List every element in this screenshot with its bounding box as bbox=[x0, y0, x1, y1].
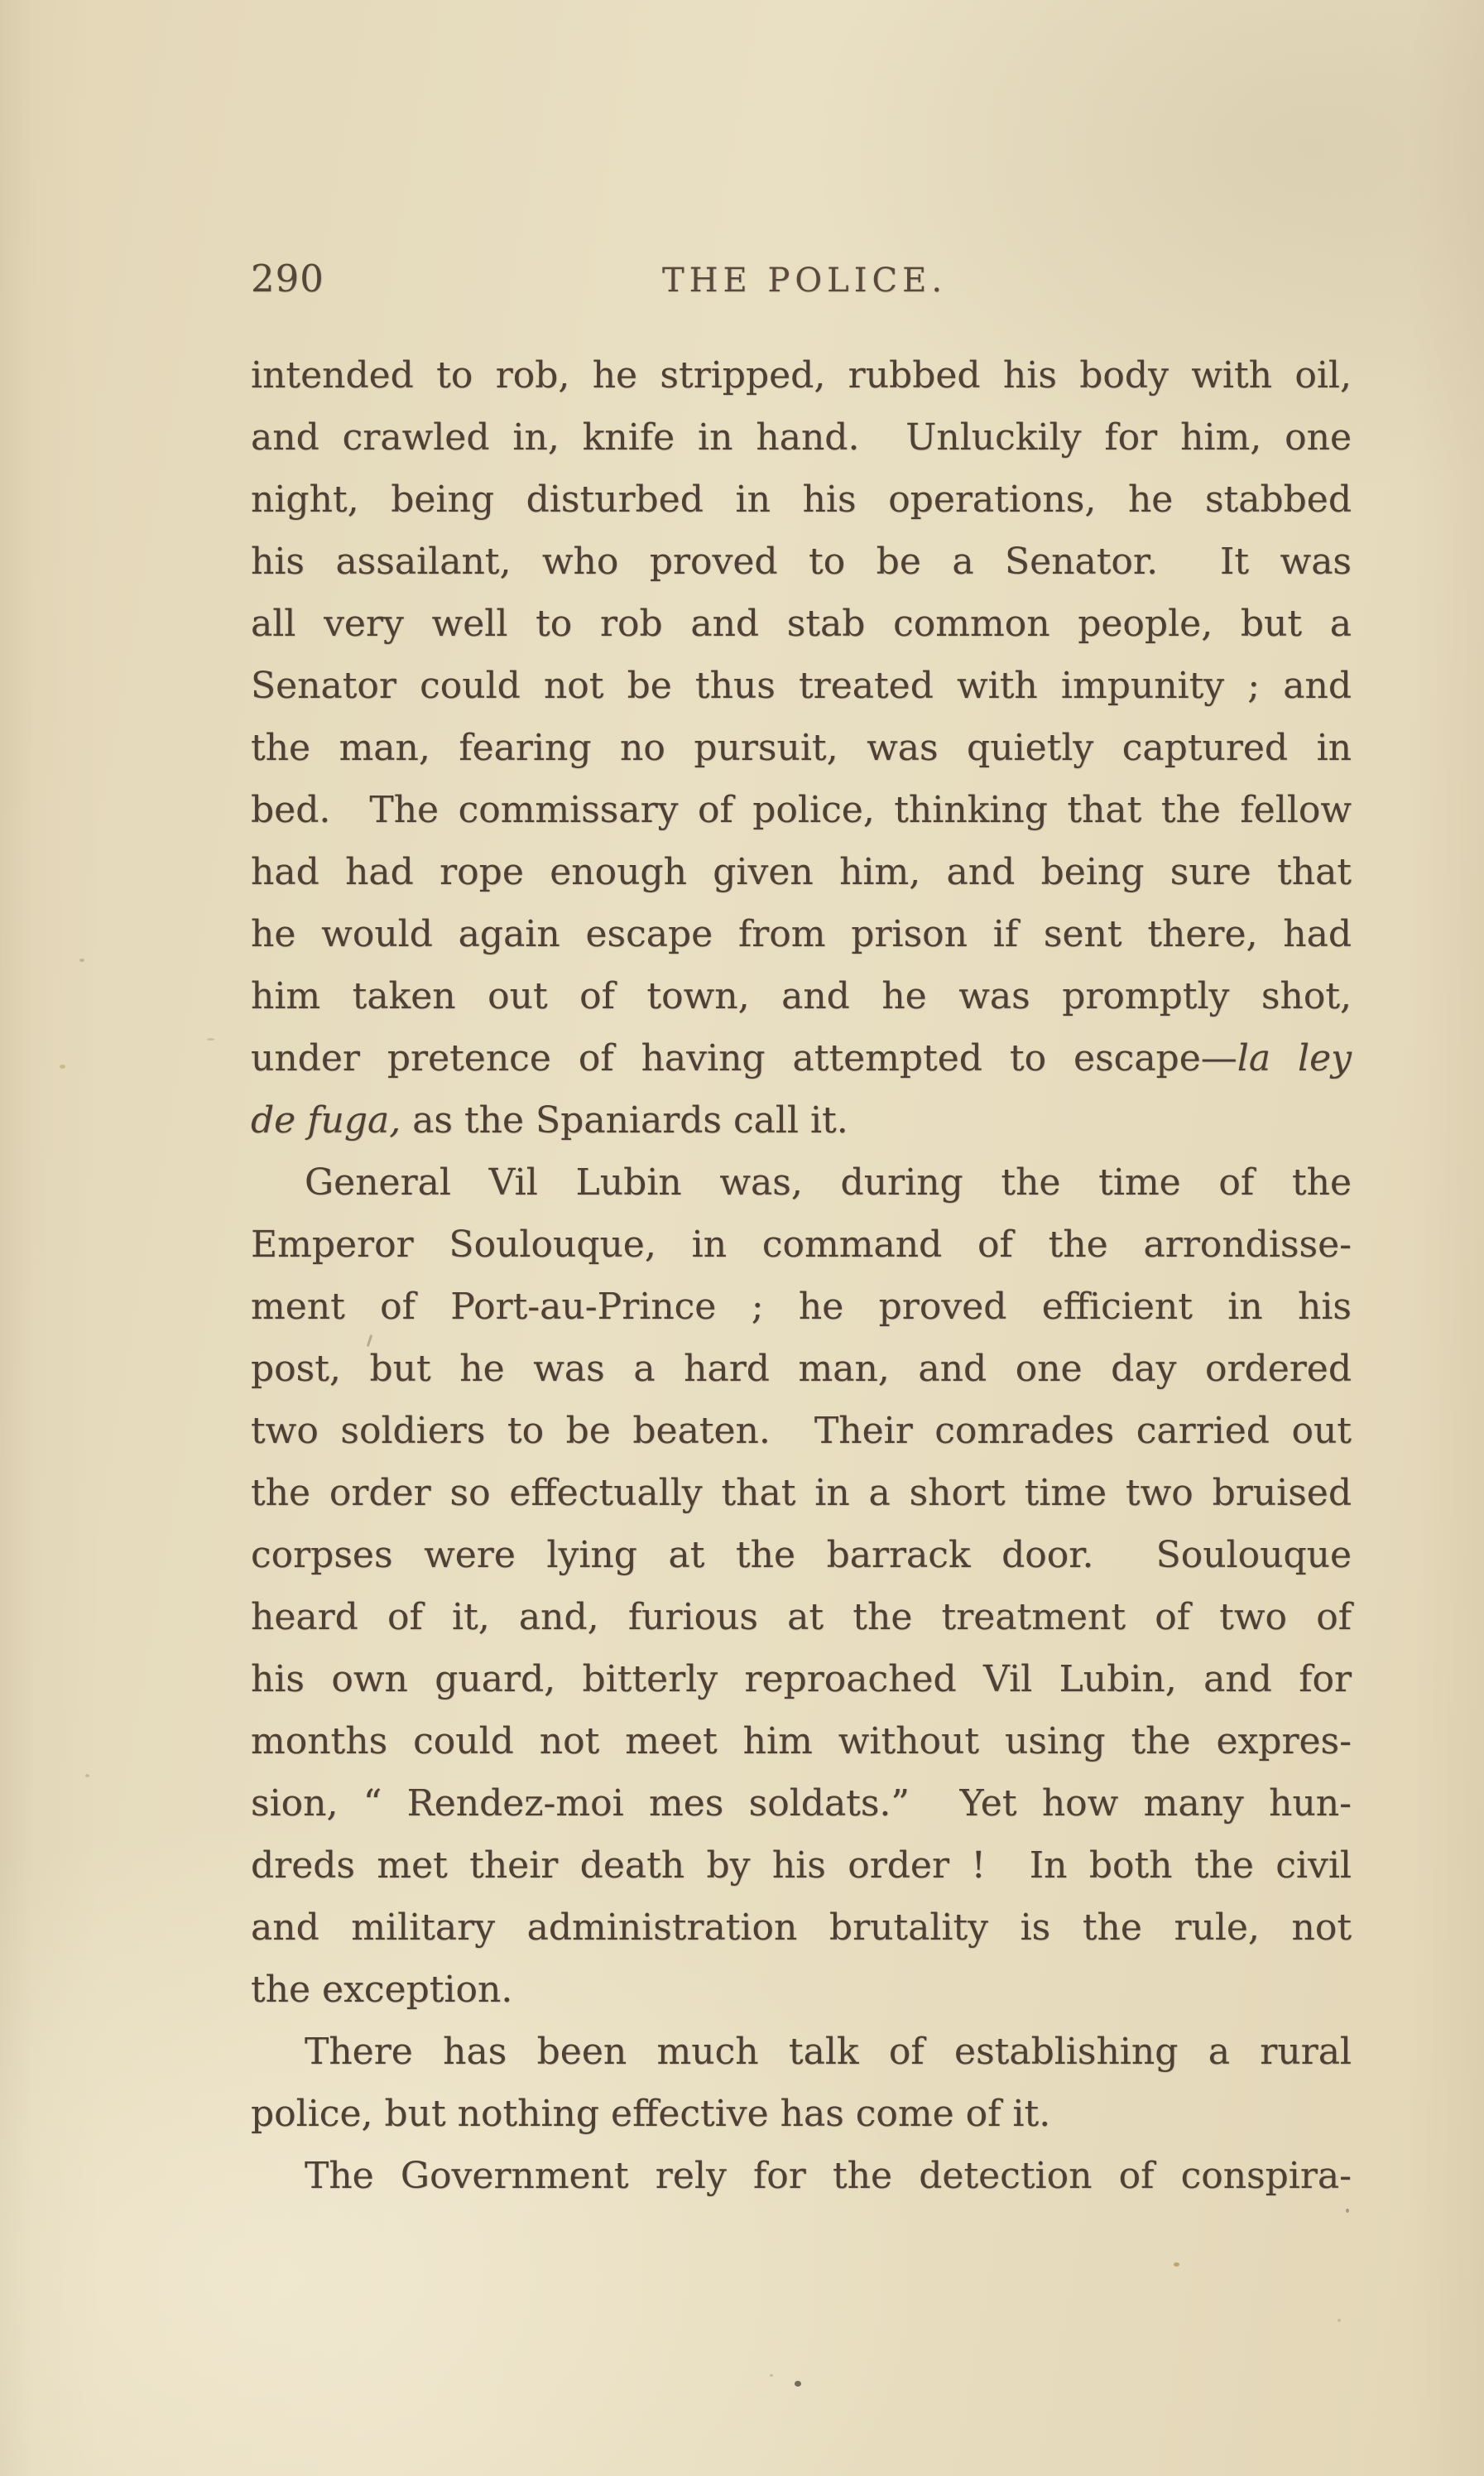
text-line bbox=[251, 655, 1352, 717]
text-line bbox=[251, 965, 1352, 1027]
paper-speck bbox=[795, 2381, 801, 2387]
text-segment: and crawled in, knife in hand. Unluckily for him, one bbox=[251, 416, 1352, 459]
text-line bbox=[251, 1089, 1352, 1151]
text-line bbox=[251, 406, 1352, 469]
running-header-title: THE POLICE. bbox=[661, 262, 948, 300]
text-line bbox=[251, 1834, 1352, 1897]
text-line bbox=[251, 1772, 1352, 1834]
text-segment: two soldiers to be beaten. Their comrades carried out bbox=[251, 1410, 1352, 1452]
paper-speck bbox=[60, 1065, 65, 1069]
text-line bbox=[251, 841, 1352, 903]
text-segment: bed. The commissary of police, thinking that the fellow bbox=[251, 789, 1352, 831]
paper-speck bbox=[770, 2374, 773, 2377]
text-segment: General Vil Lubin was, during the time of the bbox=[305, 1161, 1352, 1204]
text-line bbox=[251, 1338, 1352, 1400]
paper-speck bbox=[79, 959, 84, 962]
text-segment: intended to rob, he stripped, rubbed his body with oil, bbox=[251, 354, 1352, 397]
text-segment: he would again escape from prison if sent there, had bbox=[251, 913, 1352, 955]
text-line bbox=[251, 1151, 1352, 1214]
text-segment: the order so effectually that in a short time two bruised bbox=[251, 1472, 1352, 1514]
text-line bbox=[251, 1462, 1352, 1524]
text-line bbox=[251, 531, 1352, 593]
text-line bbox=[251, 1400, 1352, 1462]
text-segment: heard of it, and, furious at the treatment of two of bbox=[251, 1596, 1352, 1638]
text-line bbox=[251, 1276, 1352, 1338]
text-segment: post, but he was a hard man, and one day ordered bbox=[251, 1348, 1352, 1390]
paper-speck bbox=[207, 1038, 214, 1041]
page-number: 290 bbox=[251, 257, 324, 300]
text-segment: under pretence of having attempted to escape— bbox=[251, 1037, 1237, 1079]
text-segment: his assailant, who proved to be a Senator. It was bbox=[251, 541, 1352, 583]
text-line bbox=[251, 2083, 1352, 2145]
text-line bbox=[251, 2021, 1352, 2083]
text-segment: his own guard, bitterly reproached Vil Lubin, and for bbox=[251, 1658, 1352, 1700]
italic-text-segment: la ley bbox=[1237, 1037, 1352, 1079]
paper-speck bbox=[1338, 2319, 1341, 2322]
text-line bbox=[251, 1586, 1352, 1648]
text-line bbox=[251, 1959, 1352, 2021]
text-line bbox=[251, 469, 1352, 531]
text-segment: Senator could not be thus treated with impunity ; and bbox=[251, 665, 1352, 707]
text-segment: as the Spaniards call it. bbox=[401, 1099, 848, 1142]
text-line bbox=[251, 1214, 1352, 1276]
text-segment: the man, fearing no pursuit, was quietly captured in bbox=[251, 727, 1352, 769]
text-line bbox=[251, 1710, 1352, 1772]
text-segment: dreds met their death by his order ! In both the civil bbox=[251, 1844, 1352, 1887]
text-line bbox=[251, 1897, 1352, 1959]
text-block bbox=[251, 344, 1352, 2207]
text-line bbox=[251, 779, 1352, 841]
text-segment: all very well to rob and stab common people, but a bbox=[251, 603, 1352, 645]
text-line bbox=[251, 2145, 1352, 2207]
paper-speck bbox=[85, 1774, 89, 1777]
italic-text-segment: de fuga, bbox=[251, 1099, 401, 1142]
text-line bbox=[251, 1648, 1352, 1710]
text-line bbox=[251, 593, 1352, 655]
running-head bbox=[0, 258, 1484, 308]
text-segment: sion, “ Rendez-moi mes soldats.” Yet how many hun- bbox=[251, 1782, 1352, 1825]
text-segment: the exception. bbox=[251, 1969, 513, 2011]
text-segment: night, being disturbed in his operations, he stabbed bbox=[251, 478, 1352, 521]
text-line bbox=[251, 1524, 1352, 1586]
text-segment: had had rope enough given him, and being sure that bbox=[251, 851, 1352, 893]
text-segment: and military administration brutality is the rule, not bbox=[251, 1906, 1352, 1949]
text-segment: The Government rely for the detection of conspira- bbox=[305, 2155, 1352, 2197]
text-segment: ment of Port-au-Prince ; he proved efficient in his bbox=[251, 1286, 1352, 1328]
text-segment: him taken out of town, and he was promptly shot, bbox=[251, 975, 1352, 1017]
text-line bbox=[251, 903, 1352, 965]
text-line bbox=[251, 717, 1352, 779]
text-line bbox=[251, 1027, 1352, 1089]
text-line bbox=[251, 344, 1352, 406]
text-segment: police, but nothing effective has come of it. bbox=[251, 2093, 1051, 2135]
text-segment: Emperor Soulouque, in command of the arrondisse- bbox=[251, 1224, 1352, 1266]
paper-speck bbox=[1346, 2209, 1349, 2213]
text-segment: months could not meet him without using the expres- bbox=[251, 1720, 1352, 1762]
text-segment: corpses were lying at the barrack door. Soulouque bbox=[251, 1534, 1352, 1576]
text-segment: There has been much talk of establishing a rural bbox=[305, 2031, 1352, 2073]
paper-speck bbox=[1174, 2262, 1179, 2267]
